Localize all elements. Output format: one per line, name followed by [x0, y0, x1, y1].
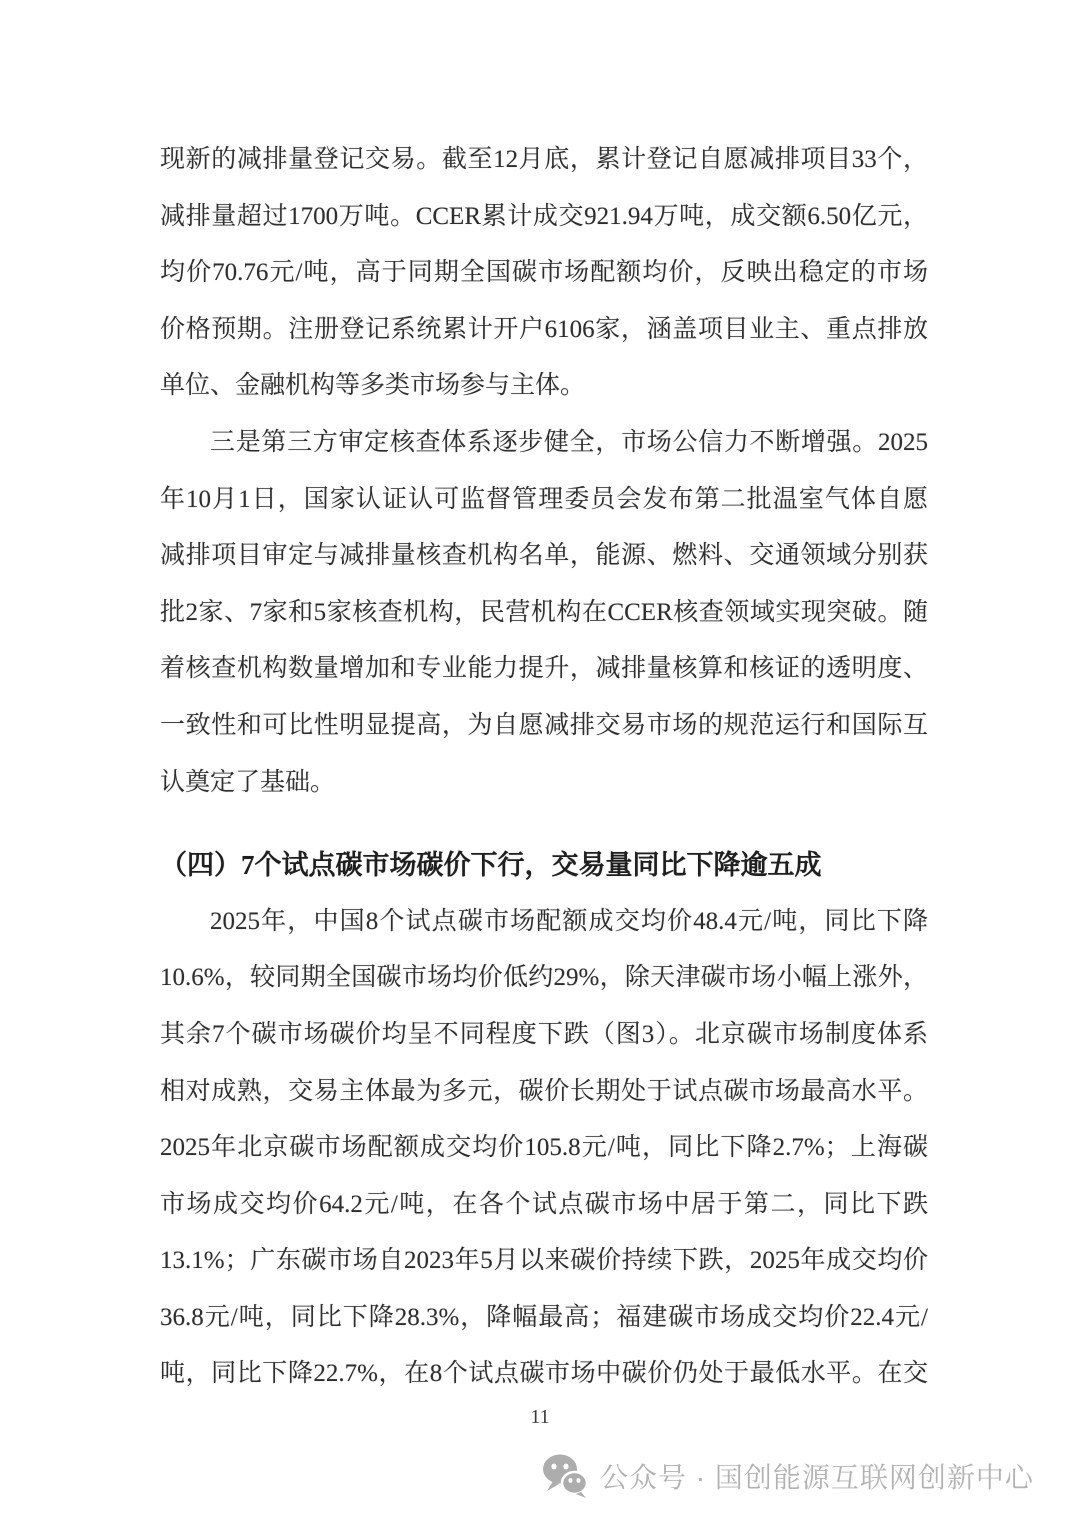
text-line: 年10月1日，国家认证认可监督管理委员会发布第二批温室气体自愿: [160, 485, 928, 513]
text-line: 相对成熟，交易主体最为多元，碳价长期处于试点碳市场最高水平。: [160, 1077, 928, 1105]
section-heading: （四）7个试点碳市场碳价下行，交易量同比下降逾五成: [160, 850, 822, 881]
watermark: [542, 1454, 1034, 1498]
text-line: 13.1%；广东碳市场自2023年5月以来碳价持续下跌，2025年成交均价: [160, 1247, 928, 1275]
text-line: 其余7个碳市场碳价均呈不同程度下跌（图3）。北京碳市场制度体系: [160, 1020, 928, 1048]
text-line: 单位、金融机构等多类市场参与主体。: [160, 372, 586, 400]
text-line: 现新的减排量登记交易。截至12月底，累计登记自愿减排项目33个，: [160, 146, 928, 173]
text-line: 减排量超过1700万吨。CCER累计成交921.94万吨，成交额6.50亿元，: [160, 202, 928, 230]
text-line: 2025年，中国8个试点碳市场配额成交均价48.4元/吨，同比下降: [210, 907, 928, 935]
text-line: 着核查机构数量增加和专业能力提升，减排量核算和核证的透明度、: [160, 655, 928, 683]
page-number: 11: [530, 1406, 550, 1428]
text-line: 均价70.76元/吨，高于同期全国碳市场配额均价，反映出稳定的市场: [160, 259, 928, 287]
paragraph-pilot-markets: [160, 894, 928, 1403]
page-body: [160, 132, 928, 1403]
text-line: 一致性和可比性明显提高，为自愿减排交易市场的规范运行和国际互: [160, 711, 928, 739]
watermark-label: 公众号 · 国创能源互联网创新中心: [600, 1462, 1034, 1493]
text-line: 市场成交均价64.2元/吨，在各个试点碳市场中居于第二，同比下跌: [160, 1190, 928, 1218]
text-line: 认奠定了基础。: [160, 768, 336, 796]
text-line: 三是第三方审定核查体系逐步健全，市场公信力不断增强。2025: [210, 428, 928, 456]
text-line: 10.6%，较同期全国碳市场均价低约29%，除天津碳市场小幅上涨外，: [160, 964, 928, 992]
wechat-icon: [542, 1454, 588, 1498]
paragraph-ccer-registration: [160, 132, 928, 415]
text-line: 价格预期。注册登记系统累计开户6106家，涵盖项目业主、重点排放: [160, 315, 928, 343]
text-line: 减排项目审定与减排量核查机构名单，能源、燃料、交通领域分别获: [160, 542, 928, 570]
text-line: 36.8元/吨，同比下降28.3%，降幅最高；福建碳市场成交均价22.4元/: [160, 1303, 928, 1331]
text-line: 批2家、7家和5家核查机构，民营机构在CCER核查领域实现突破。随: [160, 598, 928, 626]
text-line: 吨，同比下降22.7%，在8个试点碳市场中碳价仍处于最低水平。在交: [160, 1360, 928, 1388]
text-line: 2025年北京碳市场配额成交均价105.8元/吨，同比下降2.7%；上海碳: [160, 1134, 928, 1162]
paragraph-verification-system: [160, 415, 928, 811]
